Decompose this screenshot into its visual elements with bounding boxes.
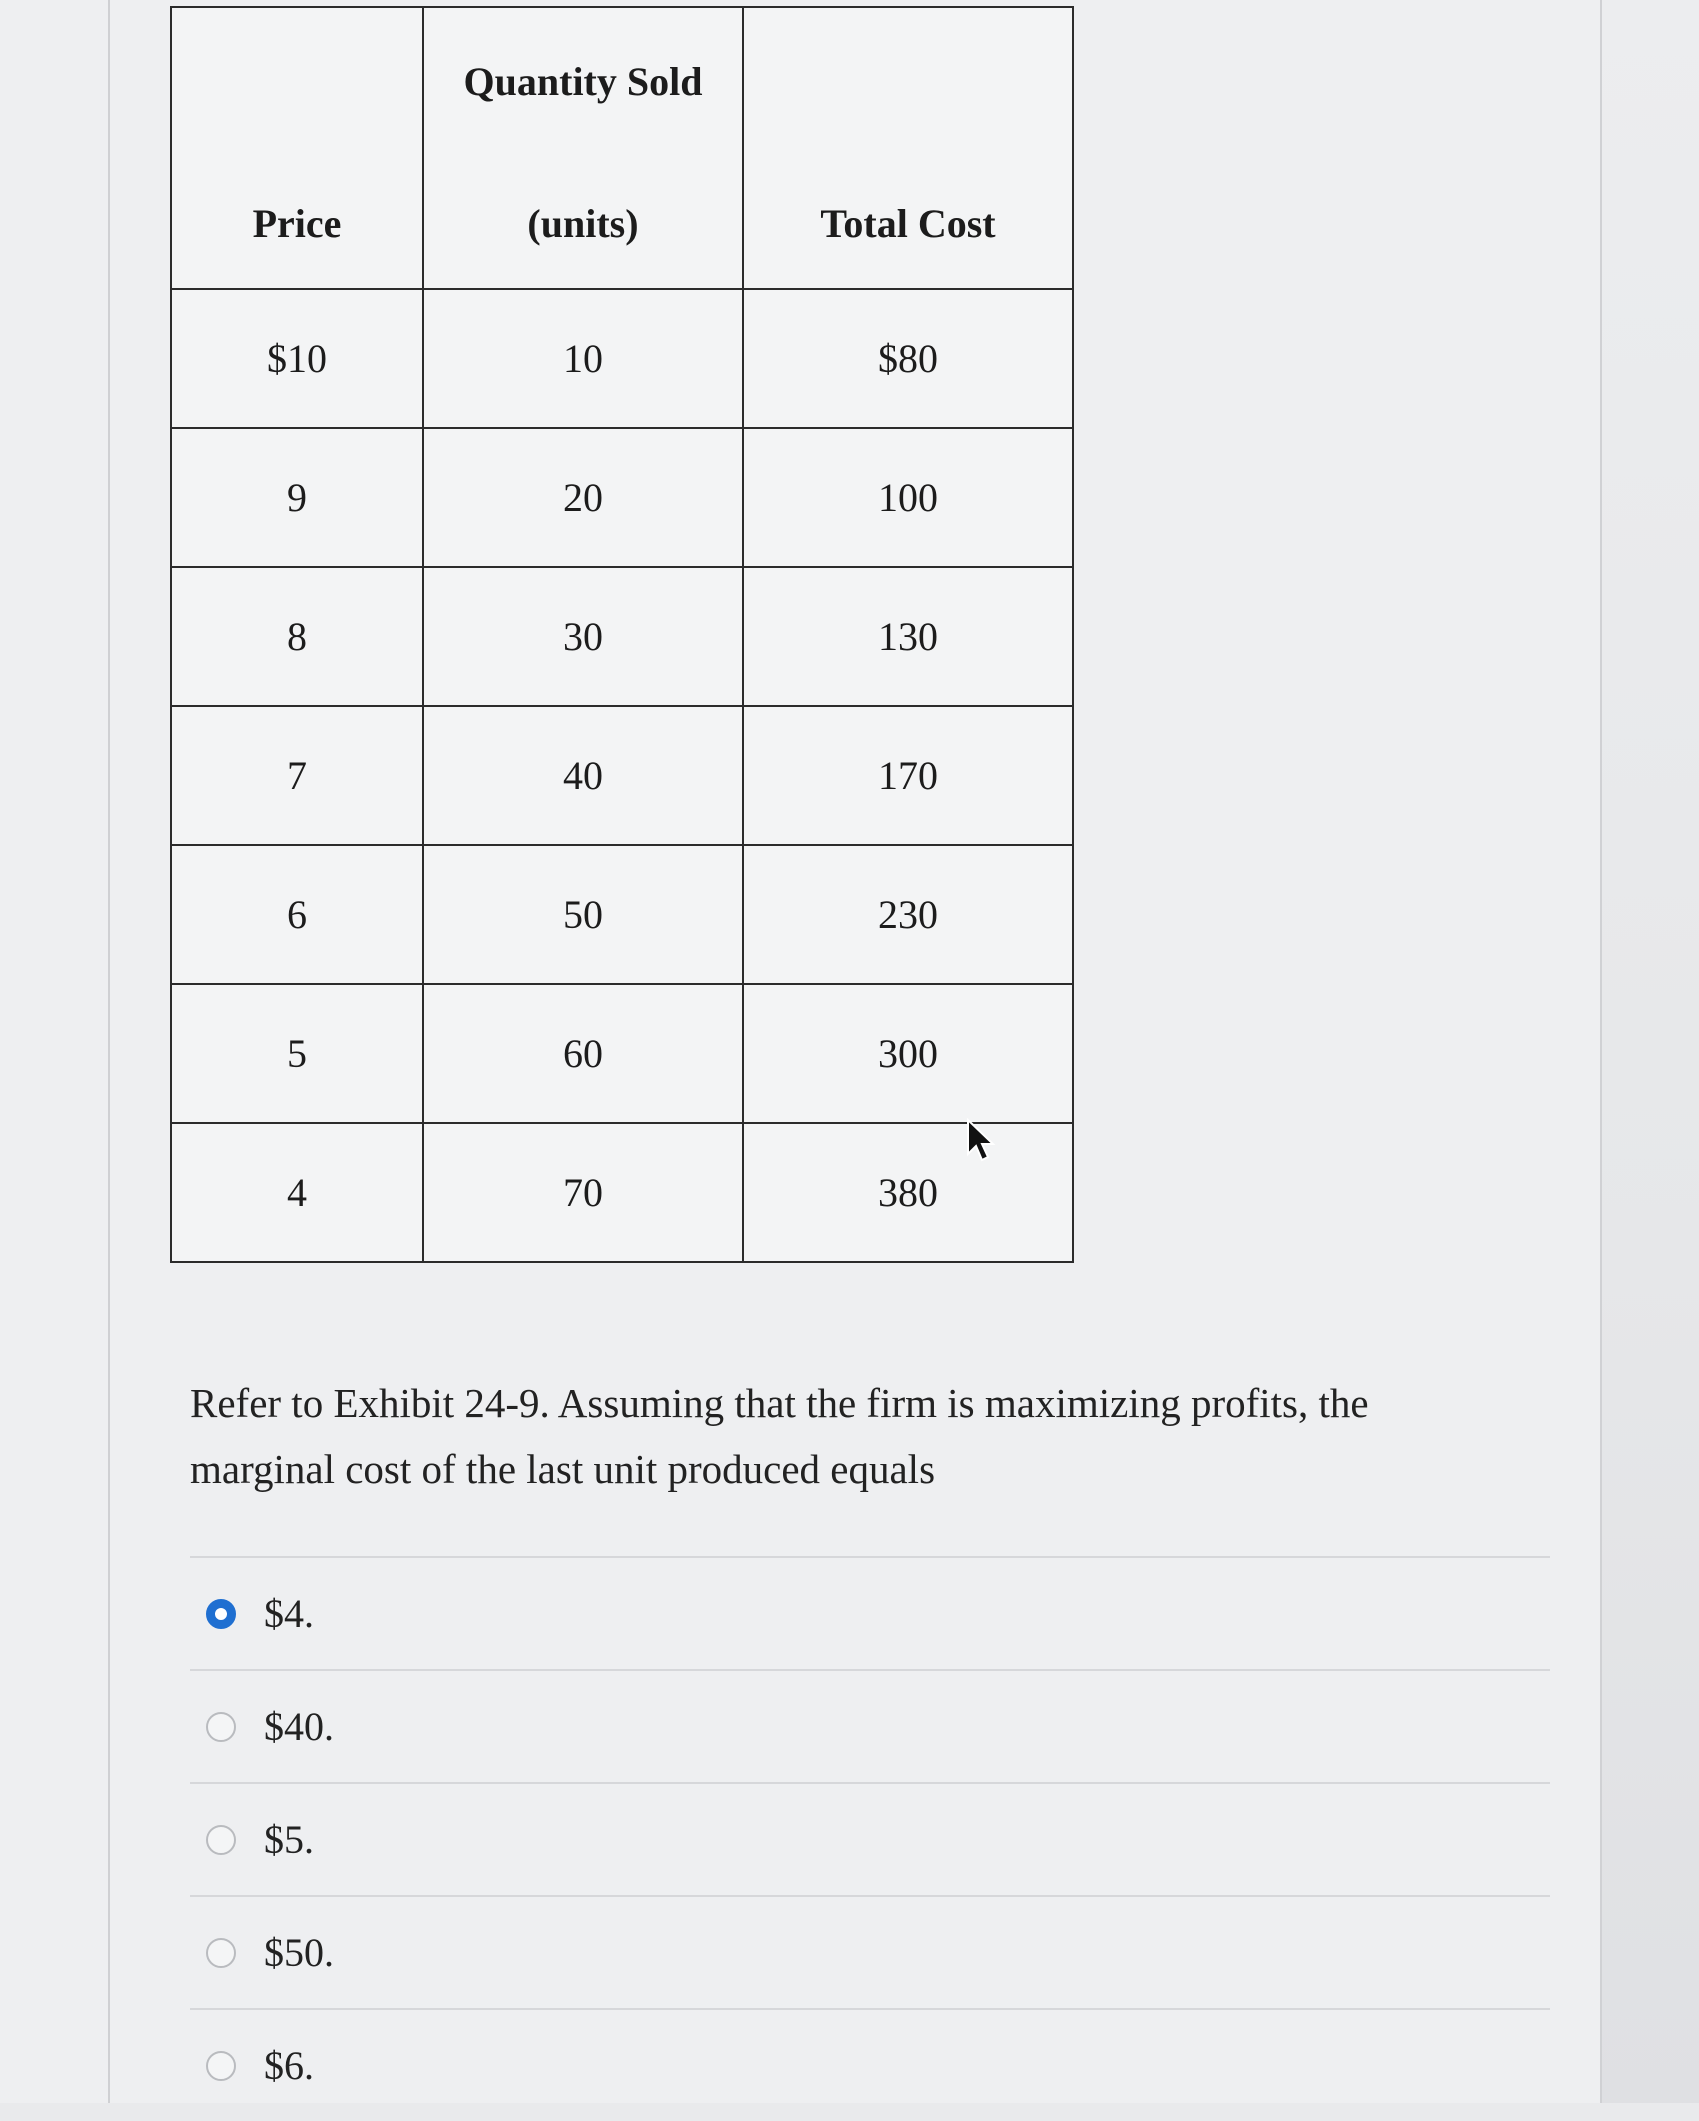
header-price (171, 7, 423, 289)
option-label: $6. (264, 2043, 314, 2088)
exhibit-table (170, 6, 1074, 1263)
table-row (171, 984, 1073, 1123)
table-row (171, 567, 1073, 706)
cell-quantity: 30 (423, 567, 743, 706)
radio-button[interactable] (206, 1825, 236, 1855)
cell-price: 4 (171, 1123, 423, 1262)
cell-quantity: 40 (423, 706, 743, 845)
header-quantity-units: (units) (527, 201, 639, 246)
cell-total-cost: 300 (743, 984, 1073, 1123)
header-total-cost-label: Total Cost (820, 201, 996, 246)
cell-quantity: 60 (423, 984, 743, 1123)
cell-price: $10 (171, 289, 423, 428)
cell-quantity: 10 (423, 289, 743, 428)
table-row (171, 289, 1073, 428)
cell-total-cost: 170 (743, 706, 1073, 845)
radio-button-selected[interactable] (206, 1599, 236, 1629)
table-row (171, 1123, 1073, 1262)
table-row (171, 845, 1073, 984)
option-4[interactable] (190, 1556, 1550, 1669)
left-divider (108, 0, 110, 2103)
table-header-row (171, 7, 1073, 289)
cell-price: 5 (171, 984, 423, 1123)
option-6[interactable] (190, 2008, 1550, 2121)
cell-total-cost: 230 (743, 845, 1073, 984)
option-label: $40. (264, 1704, 334, 1749)
radio-button[interactable] (206, 2051, 236, 2081)
table-row (171, 428, 1073, 567)
cell-total-cost: 380 (743, 1123, 1073, 1262)
cell-total-cost: 130 (743, 567, 1073, 706)
cell-price: 8 (171, 567, 423, 706)
radio-button[interactable] (206, 1712, 236, 1742)
option-label: $5. (264, 1817, 314, 1862)
option-label: $4. (264, 1591, 314, 1636)
cell-quantity: 50 (423, 845, 743, 984)
option-5[interactable] (190, 1782, 1550, 1895)
header-price-label: Price (252, 201, 342, 246)
cell-total-cost: $80 (743, 289, 1073, 428)
header-quantity-label: Quantity Sold (463, 59, 703, 104)
answer-options (190, 1556, 1550, 2121)
option-40[interactable] (190, 1669, 1550, 1782)
header-total-cost (743, 7, 1073, 289)
cell-price: 6 (171, 845, 423, 984)
mouse-pointer-icon (966, 1118, 996, 1164)
cell-quantity: 70 (423, 1123, 743, 1262)
header-quantity (423, 7, 743, 289)
cell-total-cost: 100 (743, 428, 1073, 567)
cell-quantity: 20 (423, 428, 743, 567)
radio-button[interactable] (206, 1938, 236, 1968)
cell-price: 7 (171, 706, 423, 845)
option-label: $50. (264, 1930, 334, 1975)
question-text: Refer to Exhibit 24-9. Assuming that the firm is maximizing profits, the marginal cost of the last unit produced equals (190, 1380, 1369, 1492)
table-row (171, 706, 1073, 845)
cell-price: 9 (171, 428, 423, 567)
option-50[interactable] (190, 1895, 1550, 2008)
